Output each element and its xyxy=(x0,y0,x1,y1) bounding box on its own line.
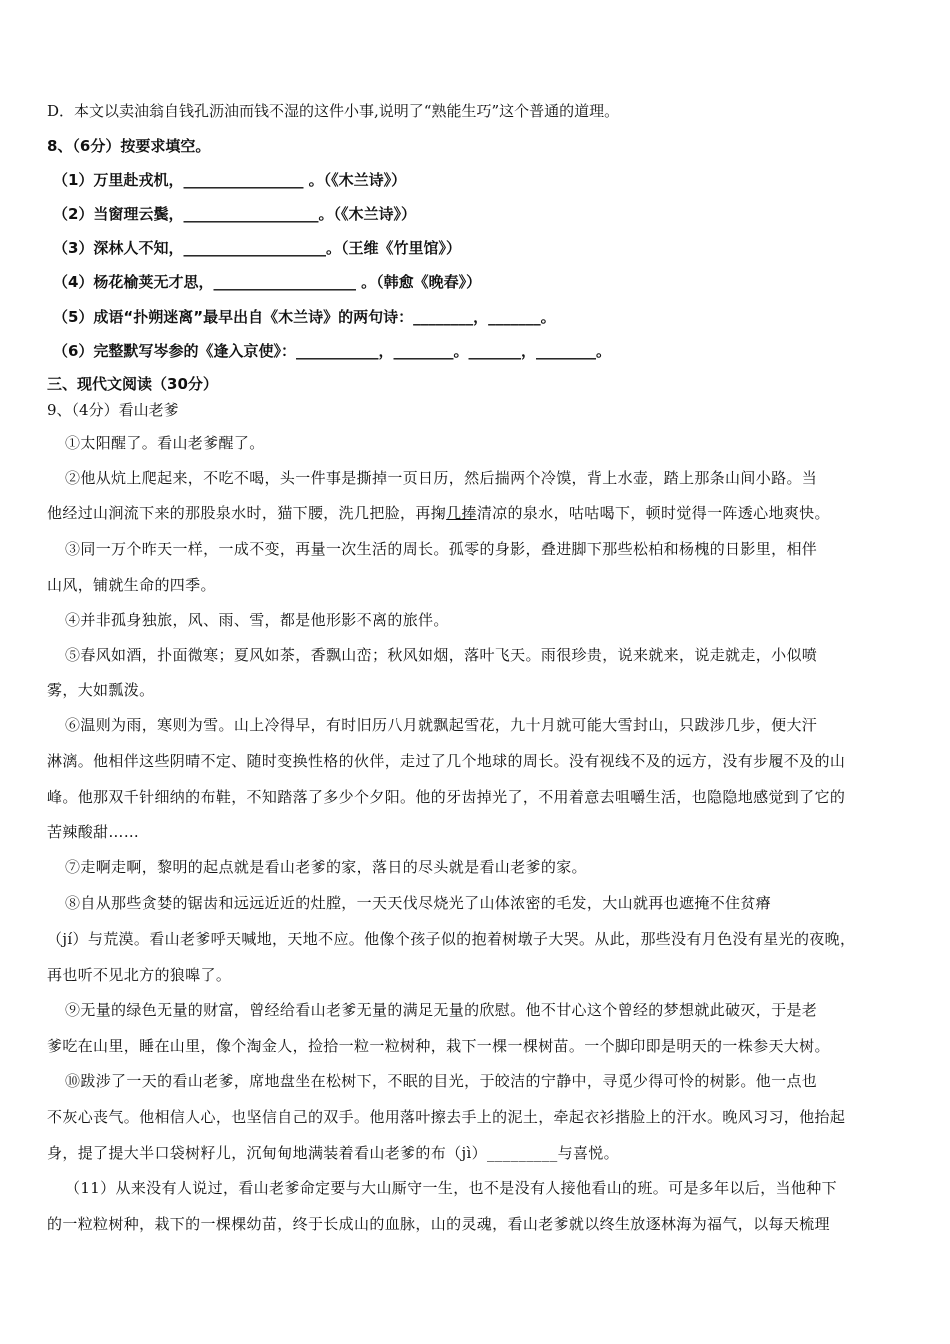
paragraph-9-line-1: ⑨无量的绿色无量的财富，曾经给看山老爹无量的满足无量的欣慰。他不甘心这个曾经的梦想就此破灭，于是老 xyxy=(65,1001,818,1019)
question-8-heading: 8、（6分）按要求填空。 xyxy=(47,137,211,155)
paragraph-6-line-3: 峰。他那双千针细纳的布鞋，不知踏落了多少个夕阳。他的牙齿掉光了，不用着意去咀嚼生活，也隐隐地感觉到了它的 xyxy=(47,788,846,806)
paragraph-11-line-2: 的一粒粒树种，栽下的一棵棵幼苗，终于长成山的血脉，山的灵魂，看山老爹就以终生放逐林海为福气，以每天梳理 xyxy=(47,1215,830,1233)
paragraph-2-text-a: 他经过山涧流下来的那股泉水时，猫下腰，洗几把脸，再掬 xyxy=(47,504,447,522)
paragraph-6-line-2: 淋漓。他相伴这些阴晴不定、随时变换性格的伙伴，走过了几个地球的周长。没有视线不及的远方，没有步履不及的山 xyxy=(47,752,846,770)
paragraph-7: ⑦走啊走啊，黎明的起点就是看山老爹的家，落日的尽头就是看山老爹的家。 xyxy=(65,858,587,876)
paragraph-5-line-2: 雾，大如瓢泼。 xyxy=(47,681,155,699)
paragraph-8-line-3: 再也听不见北方的狼嗥了。 xyxy=(47,966,232,984)
paragraph-1: ①太阳醒了。看山老爹醒了。 xyxy=(65,434,265,452)
paragraph-4: ④并非孤身独旅，风、雨、雪，都是他形影不离的旅伴。 xyxy=(65,611,449,629)
option-d-text: D．本文以卖油翁自钱孔沥油而钱不湿的这件小事,说明了“熟能生巧”这个普通的道理。 xyxy=(47,102,620,120)
fill-item-1: （1）万里赴戎机，________________ 。（《木兰诗》） xyxy=(53,171,407,189)
fill-item-6: （6）完整默写岑参的《逢入京使》：___________，________。_______，________。 xyxy=(53,342,611,360)
paragraph-6-line-1: ⑥温则为雨，寒则为雪。山上冷得早，有时旧历八月就飘起雪花，九十月就可能大雪封山，只跋涉几步，便大汗 xyxy=(65,716,818,734)
paragraph-10-line-2: 不灰心丧气。他相信人心，也坚信自己的双手。他用落叶擦去手上的泥土，牵起衣衫揩脸上的汗水。晚风习习，他抬起 xyxy=(47,1108,846,1126)
section-3-heading: 三、现代文阅读（30分） xyxy=(47,375,218,393)
paragraph-2-line-1: ②他从炕上爬起来，不吃不喝，头一件事是撕掉一页日历，然后揣两个冷馍，背上水壶，踏上那条山间小路。当 xyxy=(65,469,818,487)
paragraph-6-line-4: 苦辣酸甜…… xyxy=(47,823,140,841)
paragraph-3-line-1: ③同一万个昨天一样，一成不变，再量一次生活的周长。孤零的身影，叠进脚下那些松柏和杨槐的日影里，相伴 xyxy=(65,540,818,558)
fill-item-4: （4）杨花榆荚无才思，___________________ 。（韩愈《晚春》） xyxy=(53,273,482,291)
paragraph-10-line-1: ⑩跋涉了一天的看山老爹，席地盘坐在松树下，不眠的目光，于皎洁的宁静中，寻觅少得可怜的树影。他一点也 xyxy=(65,1072,818,1090)
fill-item-2: （2）当窗理云鬓，__________________。（《木兰诗》） xyxy=(53,205,416,223)
paragraph-3-line-2: 山风，铺就生命的四季。 xyxy=(47,576,216,594)
paragraph-10-line-3: 身，提了提大半口袋树籽儿，沉甸甸地满装着看山老爹的布（jì）_________与喜悦。 xyxy=(47,1144,620,1162)
fill-item-5: （5）成语“扑朔迷离”最早出自《木兰诗》的两句诗：________，_______。 xyxy=(53,308,556,326)
fill-item-3: （3）深林人不知，___________________。（王维《竹里馆》） xyxy=(53,239,461,257)
question-9-title: 9、（4分）看山老爹 xyxy=(47,401,179,419)
paragraph-2-text-b: 清凉的泉水，咕咕喝下，顿时觉得一阵透心地爽快。 xyxy=(476,504,830,522)
underlined-word: 几捧 xyxy=(446,504,477,522)
paragraph-11-line-1: （11）从来没有人说过，看山老爹命定要与大山厮守一生，也不是没有人接他看山的班。可是多年以后，当他种下 xyxy=(65,1179,837,1197)
paragraph-2-line-2 xyxy=(47,503,907,523)
paragraph-8-line-2: （jí）与荒漠。看山老爹呼天喊地，天地不应。他像个孩子似的抱着树墩子大哭。从此，那些没有月色没有星光的夜晚， xyxy=(47,930,856,948)
paragraph-5-line-1: ⑤春风如酒，扑面微寒；夏风如茶，香飘山峦；秋风如烟，落叶飞天。雨很珍贵，说来就来，说走就走，小似喷 xyxy=(65,646,818,664)
paragraph-9-line-2: 爹吃在山里，睡在山里，像个淘金人，捡拾一粒一粒树种，栽下一棵一棵树苗。一个脚印即是明天的一株参天大树。 xyxy=(47,1037,830,1055)
paragraph-8-line-1: ⑧自从那些贪婪的锯齿和远远近近的灶膛，一天天伐尽烧光了山体浓密的毛发，大山就再也遮掩不住贫瘠 xyxy=(65,894,772,912)
